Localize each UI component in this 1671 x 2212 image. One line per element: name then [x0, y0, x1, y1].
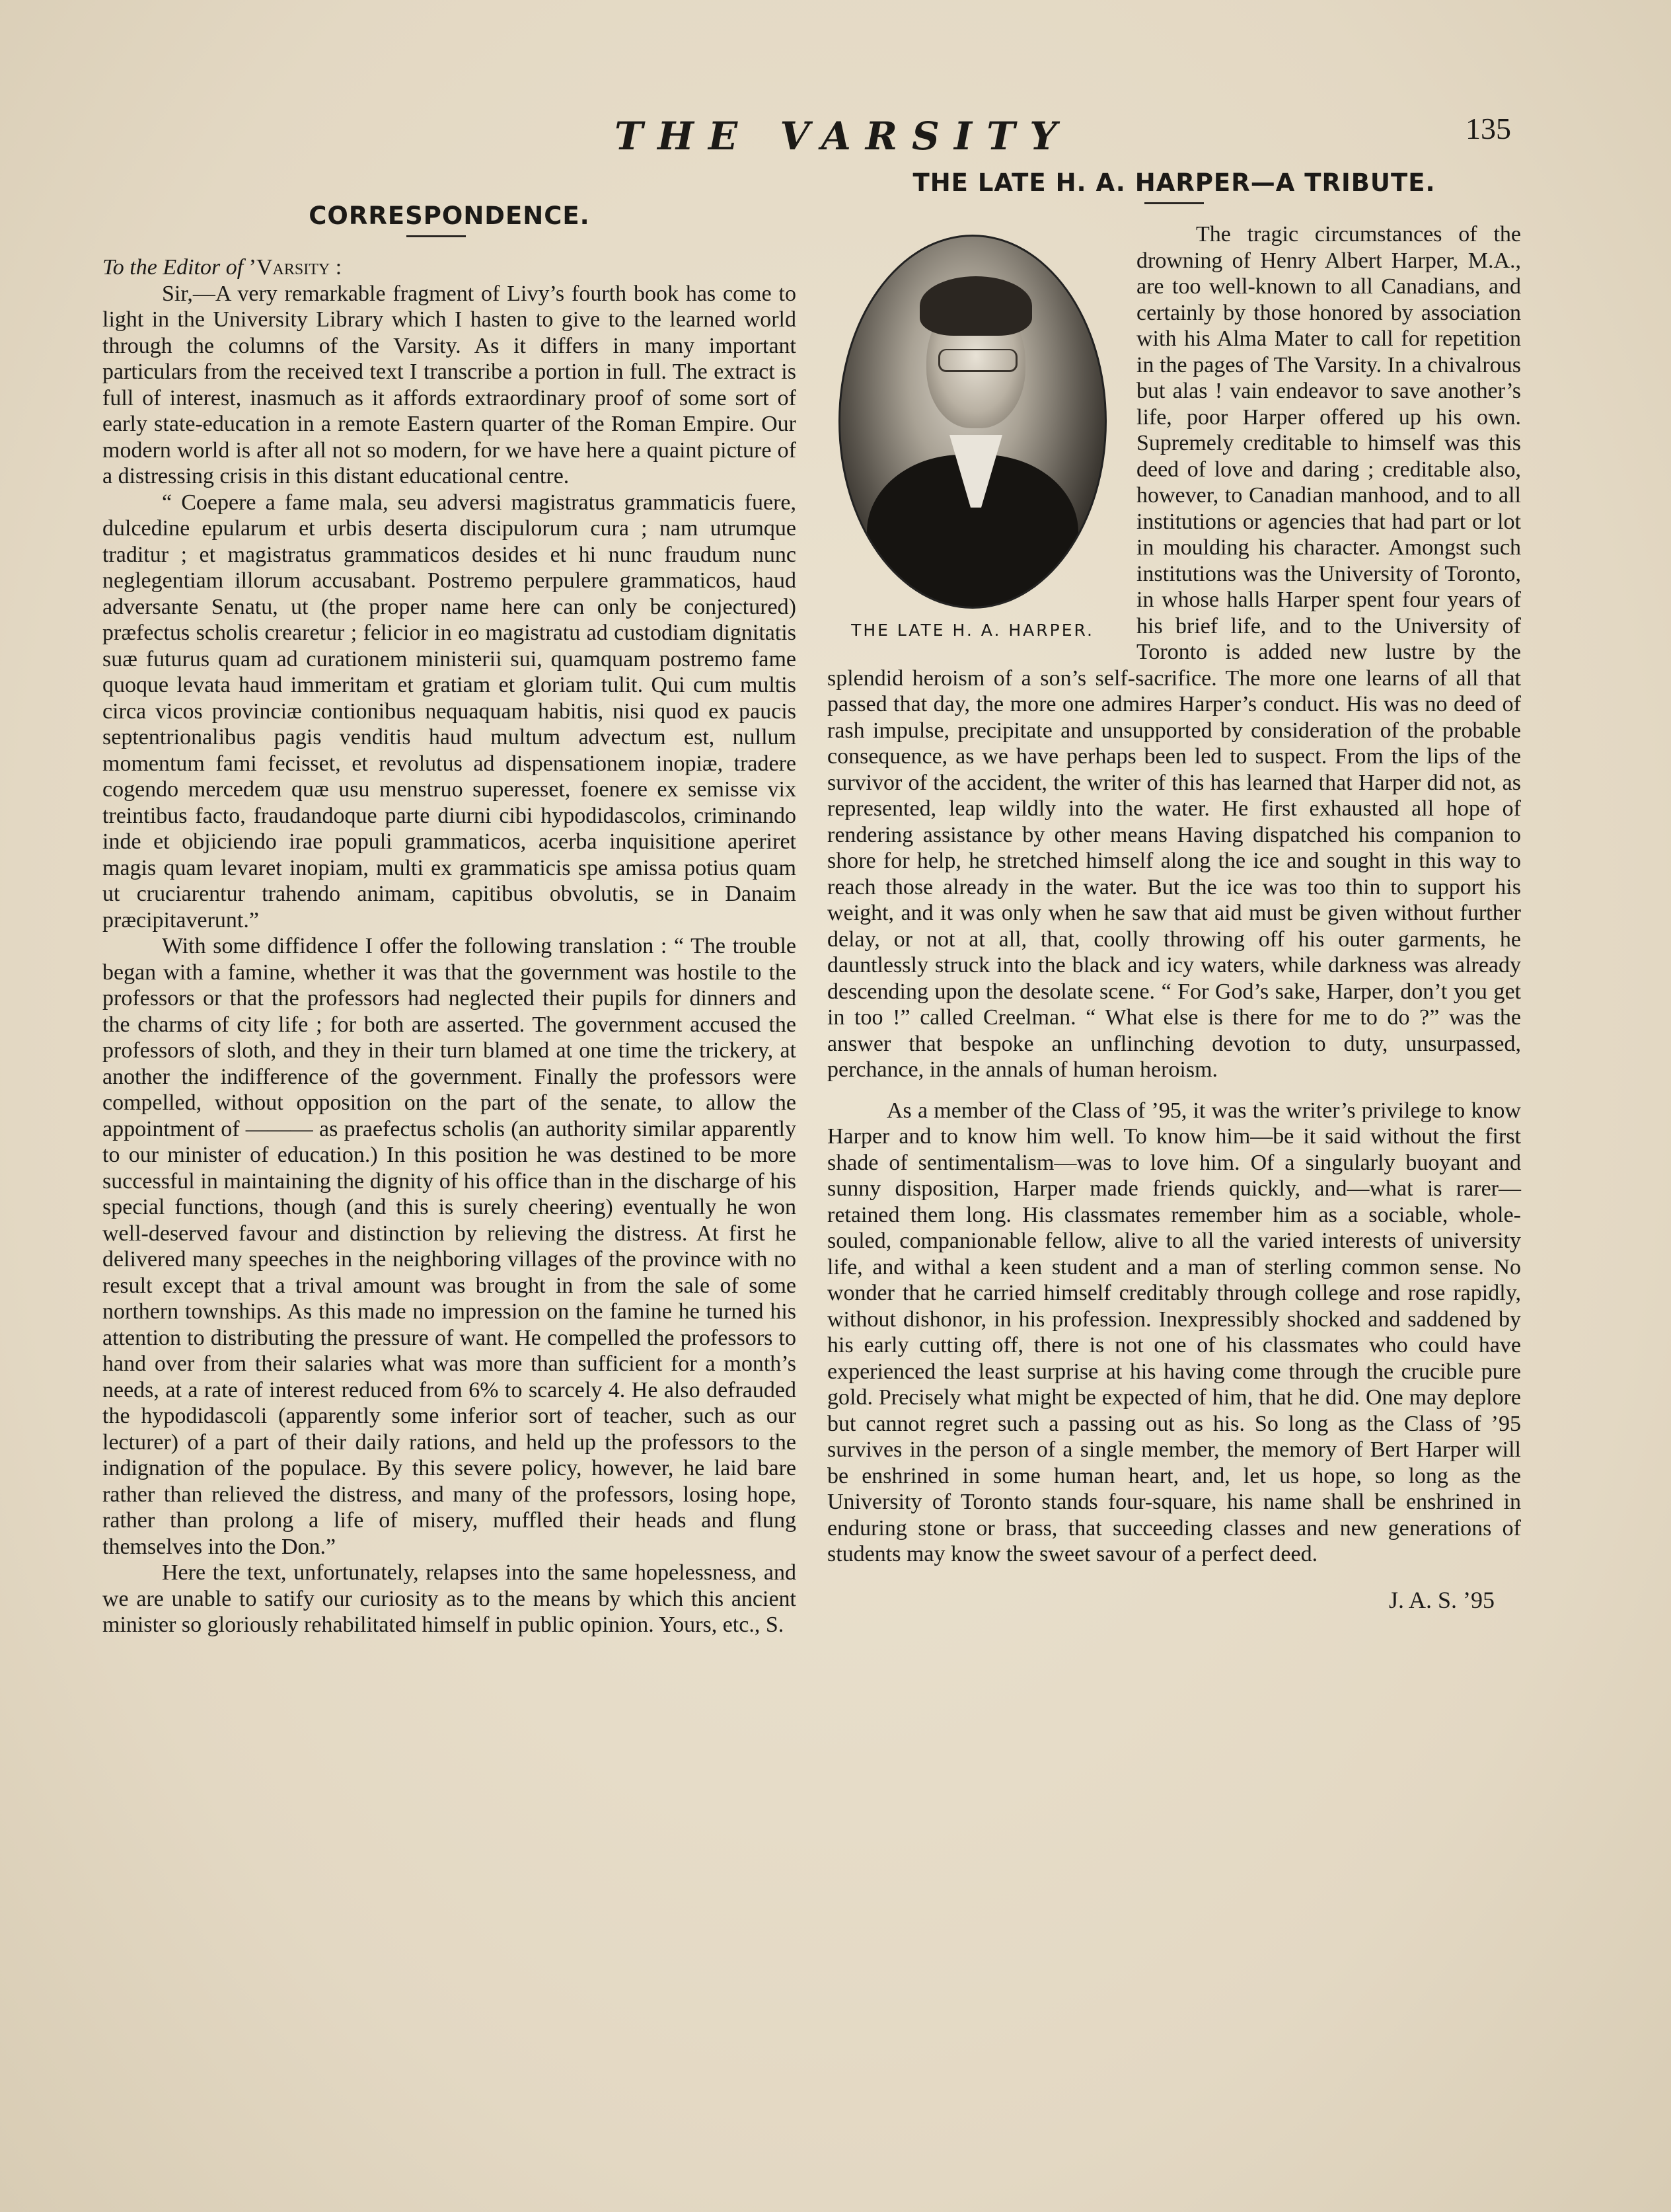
correspondence-paragraph-3: With some diffidence I offer the following translation : “ The trouble began with a famine, whether it was that the government was hostile to the professors or that the professors had neglected their pupils for dinners and the charms of city life ; for both are asserted. The government accused the professors of sloth, and they in their turn blamed at one time the trickery, at another the indifference of the government. Finally the professors were compelled, without opposition on the part of the senate, to allow the appointment of ——— as praefectus scholis (an authority similar apparently to our minister of education.) In this position he was destined to be more successful in maintaining the dignity of his office than in the discharge of his special functions, though (and this is surely cheering) eventually he won well-deserved favour and distinction by relieving the distress. At first he delivered many speeches in the neighboring villages of the province with no result except that a trival amount was brought in from the sale of some northern townships. As this made no impression on the famine he turned his attention to distributing the pressure of want. He compelled the professors to hand over from their salaries what was more than sufficient for a month’s needs, at a rate of interest reduced from 6% to scarcely 4. He also defrauded the hypodidascoli (apparently some inferior sort of teacher, such as our lecturer) of a part of their daily rations, and held up the professors to the indignation of the populace. By this severe policy, however, he laid bare rather than relieved the distress, and many of the professors, losing hope, rather than prolong a life of misery, muffled their heads and flung themselves into the Don.”	[102, 934, 796, 1559]
salutation-name: ’Varsity :	[248, 255, 342, 280]
tribute-column	[827, 169, 1521, 1613]
correspondence-paragraph-1: Sir,—A very remarkable fragment of Livy’s fourth book has come to light in the University Library which I hasten to give to the learned world through the columns of the Varsity. As it differs in many important particulars from the received text I transcribe a portion in full. The extract is full of interest, inasmuch as it affords extraordinary proof of some sort of early state-education in a remote Eastern quarter of the Roman Empire. Our modern world is after all not so modern, for we have here a quaint picture of a distressing crisis in this distant educational centre.	[102, 281, 796, 488]
correspondence-paragraph-4: Here the text, unfortunately, relapses into the same hopelessness, and we are unable to satify our curiosity as to the means by which this ancient minister so gloriously rehabilitated himself in public opinion. Yours, etc., S.	[102, 1560, 796, 1637]
salutation	[102, 254, 796, 281]
portrait-hair	[920, 276, 1032, 336]
correspondence-column	[102, 202, 796, 1638]
masthead: THE VARSITY	[614, 114, 1072, 159]
portrait-figure	[827, 227, 1118, 640]
heading-rule	[1144, 202, 1204, 204]
tribute-paragraph-1: The tragic circumstances of the drowning of Henry Albert Harper, M.A., are too well-known to all Canadians, and certainly by those honored by association with his Alma Mater to call for repetition in the pages of The Varsity. In a chivalrous but alas ! vain endeavor to save another’s life, poor Harper offered up his own. Supremely creditable to himself was this deed of love and daring ; creditable also, however, to Canadian manhood, and to all institutions or agencies that had part or lot in moulding his character. Amongst such institutions was the University of Toronto, in whose halls Harper spent four years of his brief life, and to the University of Toronto is added new lustre by the splendid heroism of a son’s self-sacrifice. The more one learns of all that passed that day, the more one admires Harper’s conduct. His was no deed of rash impulse, precipitate and unsupported by consideration of the probable consequence, as we have perhaps been led to suspect. From the lips of the survivor of the accident, the writer of this has learned that Harper did not, as represented, leap wildly into the water. He first exhausted all hope of rendering assistance by other means Having dispatched his companion to shore for help, he stretched himself along the ice and sought in this way to reach those already in the water. But the ice was too thin to support his weight, and it was only when he saw that aid must be given without further delay, or not at all, that, coolly throwing off his outer garments, he dauntlessly struck into the black and icy waters, while darkness was already descending upon the desolate scene. “ For God’s sake, Harper, don’t you get in too !” called Creelman. “ What else is there for me to do ?” was the answer that bespoke an unflinching devotion to duty, unsurpassed, perchance, in the annals of human heroism.	[827, 222, 1521, 1082]
page-number: 135	[1466, 112, 1511, 145]
portrait-photo	[838, 235, 1107, 609]
portrait-glasses	[938, 349, 1018, 372]
salutation-prefix: To the Editor of	[102, 255, 249, 280]
signature: J. A. S. ’95	[1388, 1586, 1495, 1613]
portrait-caption: THE LATE H. A. HARPER.	[851, 621, 1094, 640]
tribute-heading: THE LATE H. A. HARPER—A TRIBUTE.	[912, 169, 1436, 197]
correspondence-heading: CORRESPONDENCE.	[309, 202, 590, 230]
tribute-paragraph-2: As a member of the Class of ’95, it was the writer’s privilege to know Harper and to know him well. To know him—be it said without the first shade of sentimentalism—was to love him. Of a singularly buoyant and sunny disposition, Harper made friends quickly, and—what is rarer—retained them long. His classmates remember him as a sociable, whole-souled, companionable fellow, alive to all the varied interests of university life, and withal a keen student and a man of sterling common sense. No wonder that he carried himself creditably through college and rose rapidly, without dishonor, in his profession. Inexpressibly shocked and saddened by his early cutting off, there is not one of his classmates who could have experienced the least surprise at his having come through the crucible pure gold. Precisely what might be expected of him, that he did. One may deplore but cannot regret such a passing out as his. So long as the Class of ’95 survives in the person of a single member, the memory of Bert Harper will be enshrined in some human heart, and, let us hope, so long as the University of Toronto stands four-square, his name shall be enshrined in enduring stone or brass, that succeeding classes and new generations of students may know the sweet savour of a perfect deed.	[827, 1098, 1521, 1566]
heading-rule	[406, 235, 466, 237]
correspondence-paragraph-2: “ Coepere a fame mala, seu adversi magistratus grammaticis fuere, dulcedine epularum et urbis deserta discipulorum cura ; nam utrumque traditur ; et magistratus grammaticos desides et hi nunc fraudum nunc neglegentiam illorum accusabant. Postremo perpulere grammaticos, haud adversante Senatu, ut (the proper name here can only be conjectured) præfectus scholis crearetur ; felicior in eo magistratu ad custodiam dignitatis suæ futurus quam ad curationem ministerii sui, quamquam postremo fame quoque levata haud immeritam et gratiam et gloriam tulit. Qui cum multis circa vicos provinciæ contionibus nequaquam habitis, nisi quod ex paucis septentrionalibus pagis venditis haud multum advectum est, nullum momentum fami fecisset, et revolutus ad dispensationem inopiæ, tradere cogendo mercedem quæ usu menstruo superesset, foenere ex semisse vix treintibus facto, fraudandoque parte diurni cibi hypodidascolos, criminando inde et objiciendo irae populi grammaticos, acerba inquisitione aperiret magis quam levaret inopiam, multi ex grammaticis spe amissa potius quam ut cruciarentur trahendo animam, capitibus obvolutis, se in Danaim præcipitaverunt.”	[102, 490, 796, 933]
